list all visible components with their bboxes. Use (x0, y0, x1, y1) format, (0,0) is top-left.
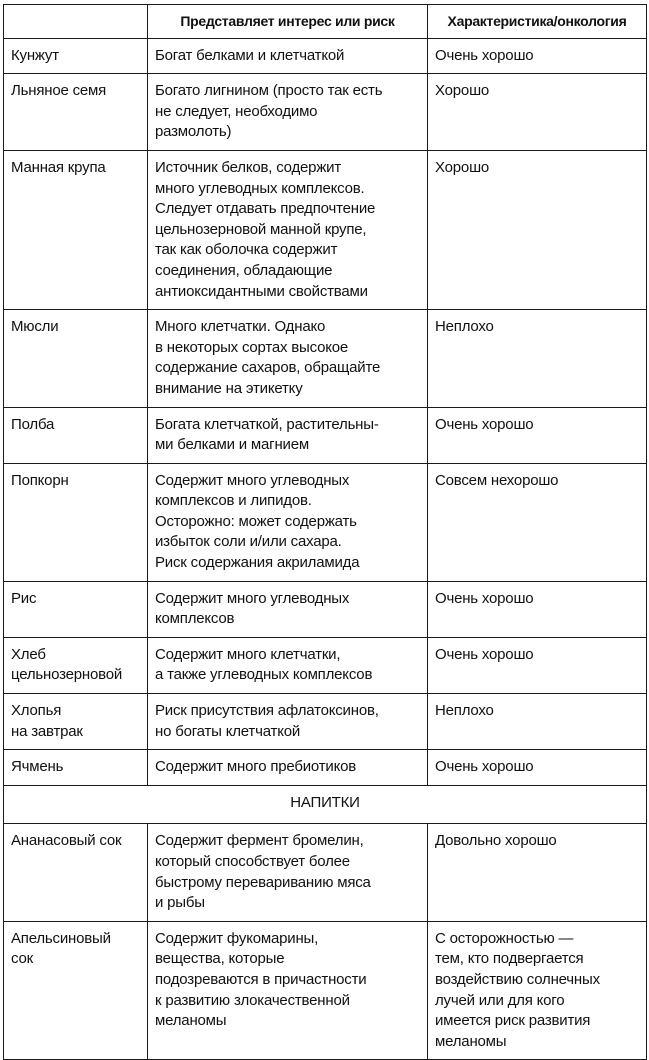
table-row (4, 310, 647, 407)
product-name: Мюсли (4, 310, 148, 407)
product-name: Кунжут (4, 38, 148, 74)
product-info: Богат белками и клетчаткой (148, 38, 428, 74)
product-info: Риск присутствия афлатоксинов, но богаты клетчаткой (148, 694, 428, 750)
table-row (4, 463, 647, 581)
table-row (4, 150, 647, 309)
product-rating: Довольно хорошо (428, 824, 647, 921)
product-rating: С осторожностью — тем, кто подвергается воздействию солнечных лучей или для кого имеется риск развития меланомы (428, 921, 647, 1060)
section-row (4, 785, 647, 824)
product-info: Богата клетчаткой, растительны- ми белками и магнием (148, 407, 428, 463)
product-name: Манная крупа (4, 150, 148, 309)
header-interest-risk: Представляет интерес или риск (148, 5, 428, 39)
product-rating: Неплохо (428, 310, 647, 407)
table-row (4, 581, 647, 637)
product-info: Богато лигнином (просто так есть не следует, необходимо размолоть) (148, 74, 428, 151)
product-rating: Совсем нехорошо (428, 463, 647, 581)
table-row (4, 38, 647, 74)
product-info: Содержит много углеводных комплексов и липидов. Осторожно: может содержать избыток соли и/или сахара. Риск содержания акриламида (148, 463, 428, 581)
product-rating: Очень хорошо (428, 581, 647, 637)
product-info: Много клетчатки. Однако в некоторых сортах высокое содержание сахаров, обращайте внимание на этикетку (148, 310, 428, 407)
product-name: Ячмень (4, 750, 148, 786)
product-name: Хлопья на завтрак (4, 694, 148, 750)
table-row (4, 824, 647, 921)
product-name: Попкорн (4, 463, 148, 581)
product-info: Содержит много клетчатки, а также углеводных комплексов (148, 637, 428, 693)
section-title-drinks: НАПИТКИ (4, 785, 647, 824)
product-info: Содержит много углеводных комплексов (148, 581, 428, 637)
product-rating: Очень хорошо (428, 750, 647, 786)
table-row (4, 750, 647, 786)
product-rating: Очень хорошо (428, 38, 647, 74)
product-name: Рис (4, 581, 148, 637)
product-name: Ананасовый сок (4, 824, 148, 921)
table-row (4, 694, 647, 750)
product-name: Льняное семя (4, 74, 148, 151)
product-info: Источник белков, содержит много углеводных комплексов. Следует отдавать предпочтение цельнозерновой манной крупе, так как оболочка содержит соединения, обладающие антиоксидантными свойствами (148, 150, 428, 309)
product-rating: Неплохо (428, 694, 647, 750)
product-rating: Очень хорошо (428, 407, 647, 463)
table-header-row (4, 5, 647, 39)
table-row (4, 74, 647, 151)
product-name: Полба (4, 407, 148, 463)
table-row (4, 921, 647, 1060)
product-info: Содержит фукомарины, вещества, которые подозреваются в причастности к развитию злокачественной меланомы (148, 921, 428, 1060)
product-rating: Очень хорошо (428, 637, 647, 693)
product-rating: Хорошо (428, 150, 647, 309)
product-info: Содержит много пребиотиков (148, 750, 428, 786)
product-name: Апельсиновый сок (4, 921, 148, 1060)
header-characteristic: Характеристика/онкология (428, 5, 647, 39)
product-info: Содержит фермент бромелин, который способствует более быстрому перевариванию мяса и рыбы (148, 824, 428, 921)
table-row (4, 637, 647, 693)
nutrition-table (3, 4, 647, 1060)
header-product (4, 5, 148, 39)
product-name: Хлеб цельнозерновой (4, 637, 148, 693)
product-rating: Хорошо (428, 74, 647, 151)
table-row (4, 407, 647, 463)
